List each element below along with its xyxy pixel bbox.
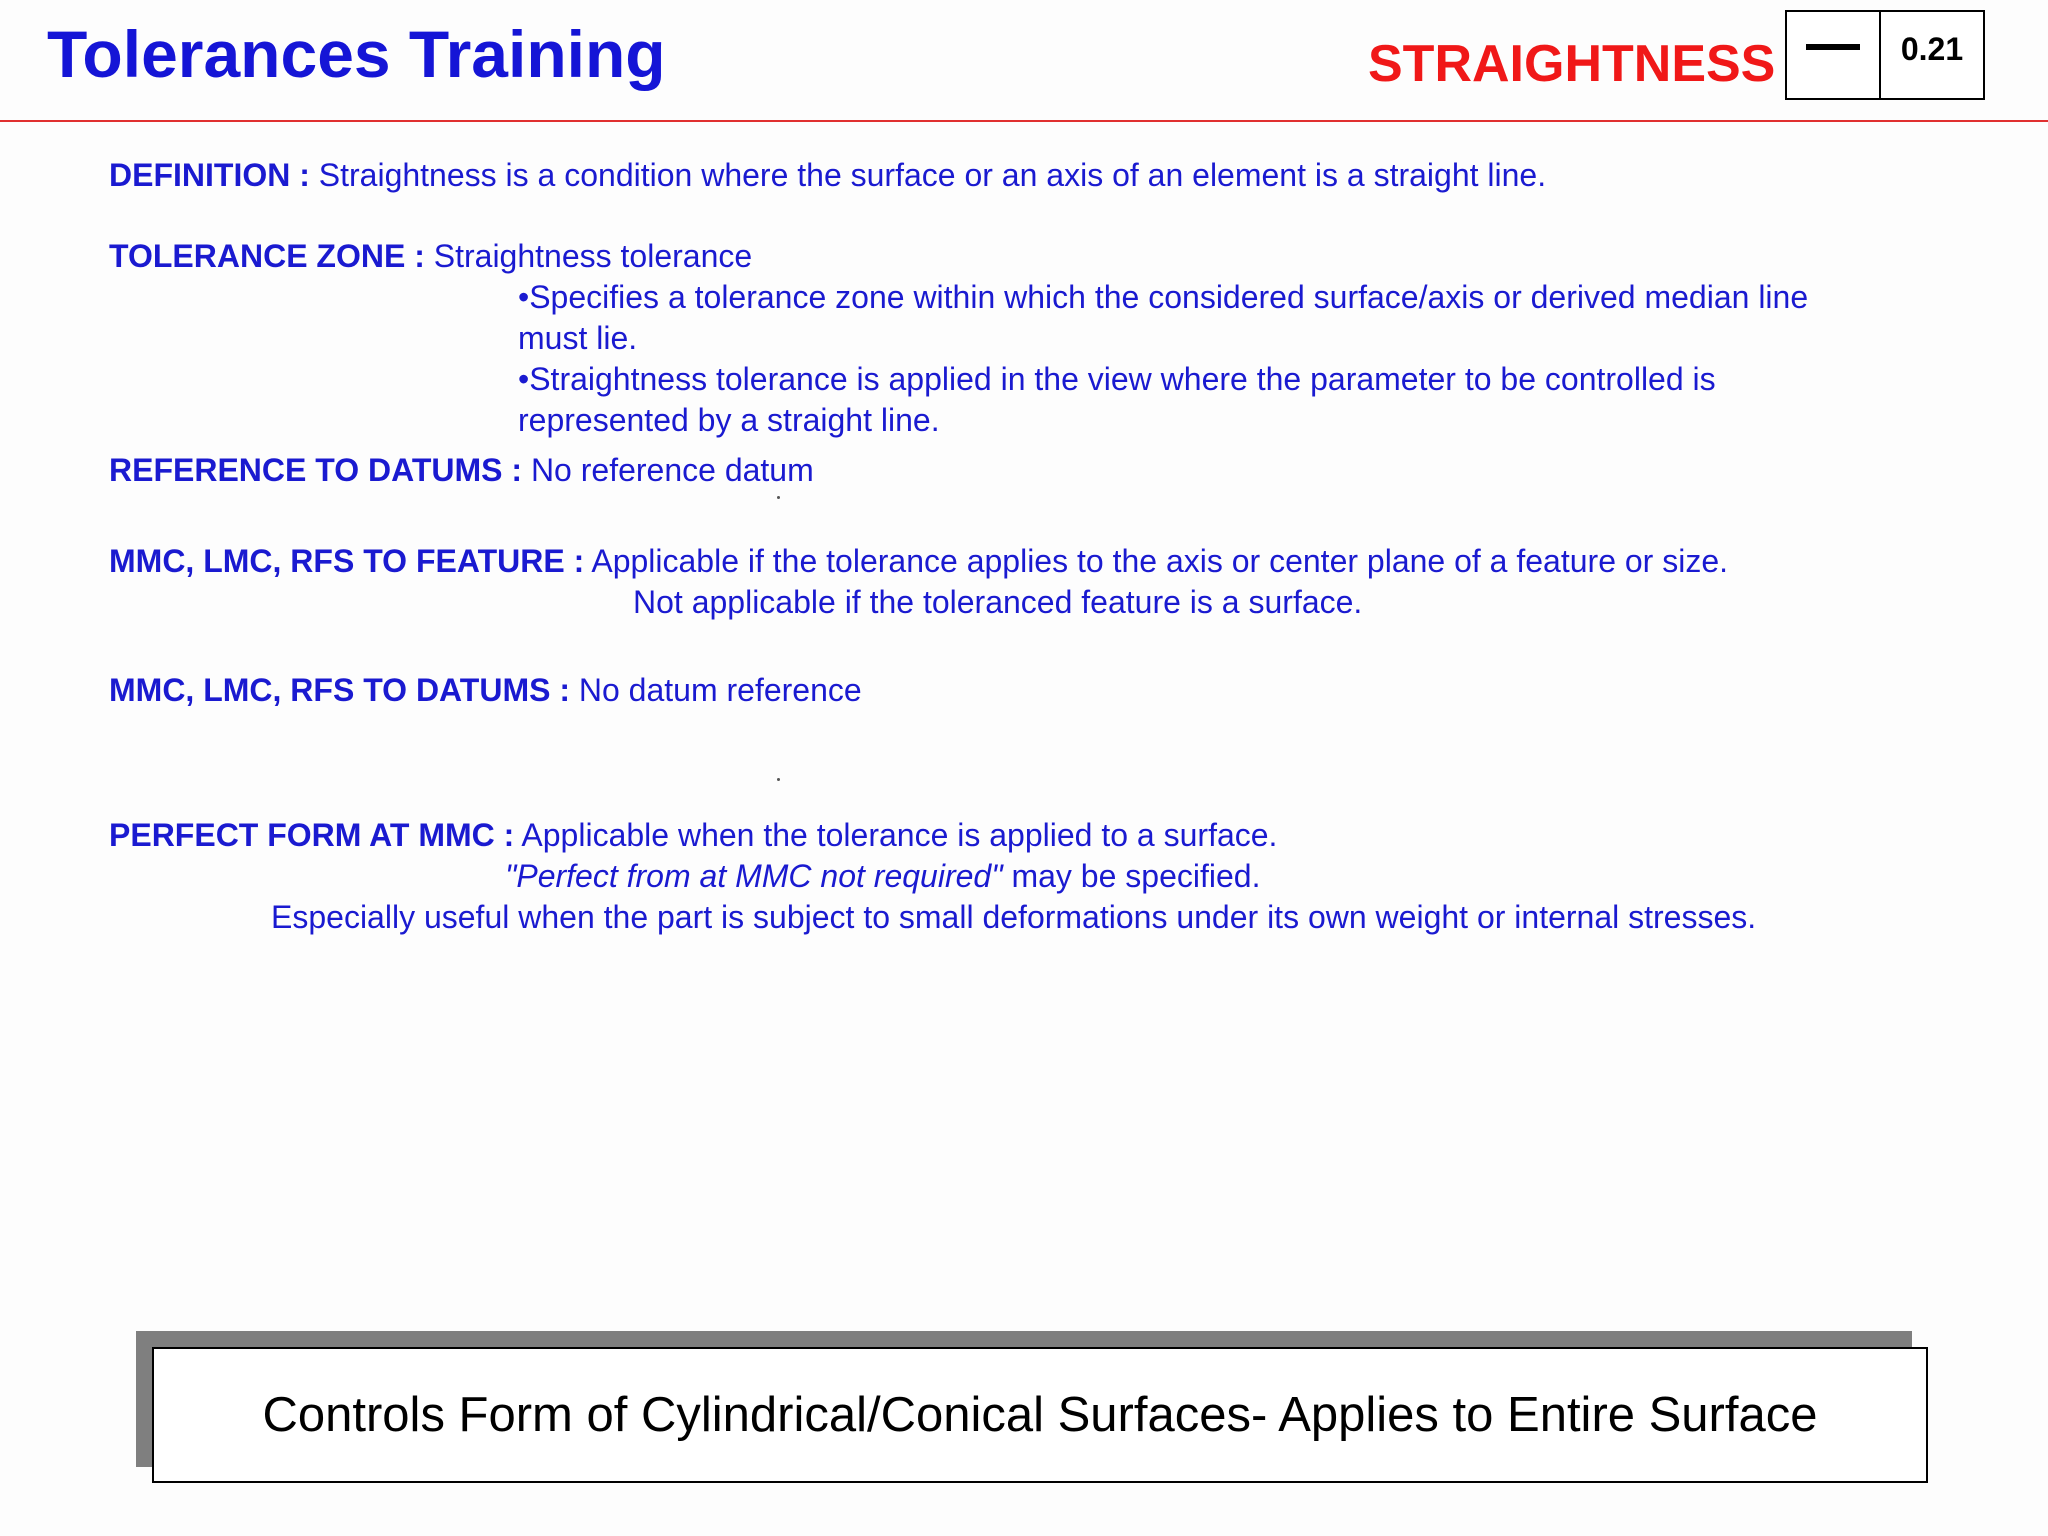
tolerance-zone-text: Straightness tolerance — [433, 238, 753, 274]
perfect-form-line-2 — [505, 856, 1260, 897]
footer-text: Controls Form of Cylindrical/Conical Surfaces- Applies to Entire Surface — [262, 1388, 1818, 1442]
tolerance-zone-bullet-2a: •Straightness tolerance is applied in the view where the parameter to be controlled is — [518, 361, 1716, 397]
stray-dot — [777, 496, 780, 499]
mmc-feature-text-2: Not applicable if the toleranced feature is a surface. — [633, 584, 1363, 620]
reference-datums-line — [109, 450, 814, 491]
straightness-line-icon — [1787, 12, 1881, 98]
tolerance-zone-label: TOLERANCE ZONE : — [109, 238, 425, 274]
perfect-form-text-3: Especially useful when the part is subject to small deformations under its own weight or internal stresses. — [271, 899, 1757, 935]
tolerance-value: 0.21 — [1900, 30, 1964, 67]
mmc-feature-label: MMC, LMC, RFS TO FEATURE : — [109, 543, 585, 579]
header-divider — [0, 120, 2048, 122]
definition-line — [109, 155, 1546, 196]
reference-datums-label: REFERENCE TO DATUMS : — [109, 452, 523, 488]
reference-datums-text: No reference datum — [530, 452, 814, 488]
mmc-datums-label: MMC, LMC, RFS TO DATUMS : — [109, 672, 570, 708]
perfect-form-italic: "Perfect from at MMC not required" — [505, 858, 1003, 894]
tolerance-zone-line — [109, 236, 752, 277]
mmc-feature-text: Applicable if the tolerance applies to the axis or center plane of a feature or size. — [591, 543, 1729, 579]
tolerance-zone-bullet-2b: represented by a straight line. — [518, 402, 940, 438]
tolerance-zone-bullet-1a: •Specifies a tolerance zone within which the considered surface/axis or derived median line — [518, 279, 1809, 315]
stray-dot — [777, 778, 780, 781]
page-title: Tolerances Training — [47, 17, 666, 91]
feature-control-frame — [1785, 10, 1985, 100]
mmc-datums-line — [109, 670, 862, 711]
topic-heading: STRAIGHTNESS — [1368, 35, 1776, 93]
perfect-form-label: PERFECT FORM AT MMC : — [109, 817, 515, 853]
mmc-feature-line — [109, 541, 1728, 582]
mmc-datums-text: No datum reference — [578, 672, 862, 708]
perfect-form-text-2: may be specified. — [1002, 858, 1261, 894]
footer-callout — [152, 1347, 1928, 1483]
definition-label: DEFINITION : — [109, 157, 310, 193]
perfect-form-text: Applicable when the tolerance is applied to a surface. — [521, 817, 1278, 853]
perfect-form-line — [109, 815, 1277, 856]
definition-text: Straightness is a condition where the surface or an axis of an element is a straight line. — [318, 157, 1547, 193]
tolerance-zone-bullet-1b: must lie. — [518, 320, 638, 356]
